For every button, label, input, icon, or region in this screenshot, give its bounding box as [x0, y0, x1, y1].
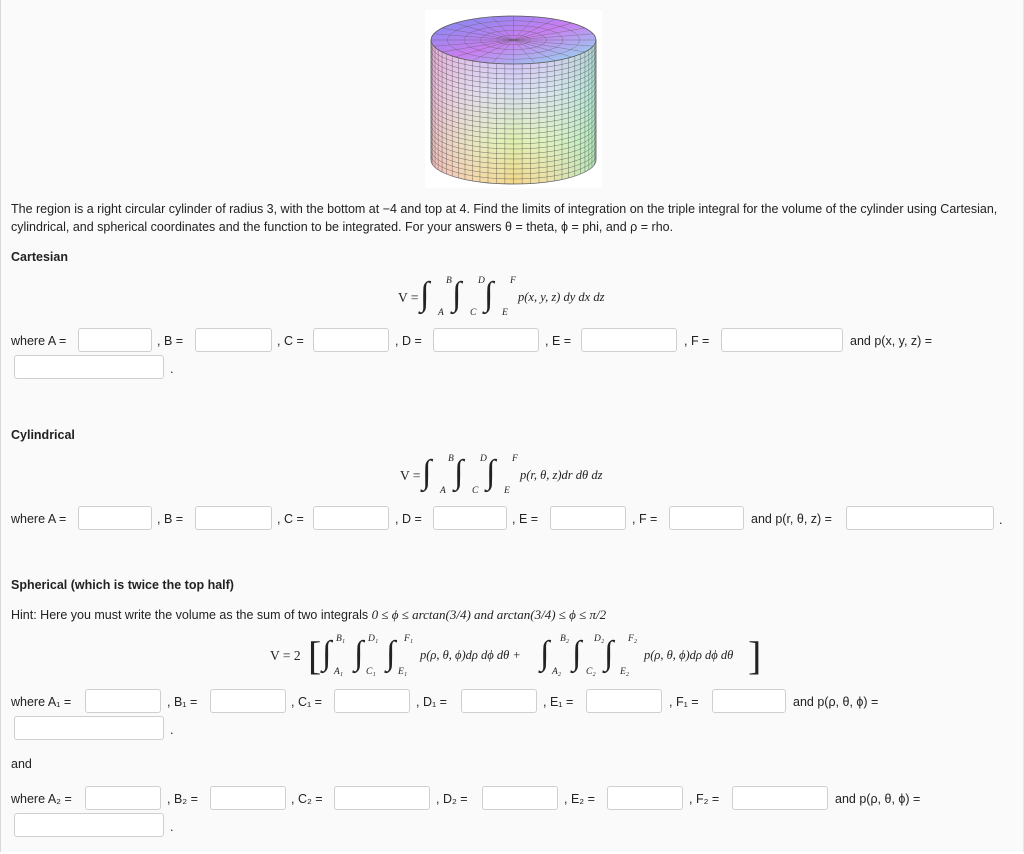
cylindrical-formula [400, 454, 640, 498]
label-A: where A = [11, 512, 67, 526]
label-E2: , E₂ = [564, 792, 595, 806]
label-A: where A = [11, 334, 67, 348]
label-B: , B = [157, 512, 184, 526]
lower-limit: A₂ [552, 667, 562, 677]
lower-limit: E₂ [620, 667, 630, 677]
upper-limit: D₂ [594, 634, 605, 644]
spherical-formula [270, 634, 770, 680]
cylindrical-D-input[interactable] [433, 506, 507, 530]
integrand: p(r, θ, z)dr dθ dz [520, 468, 603, 482]
integral-sign: ∫ [572, 635, 582, 672]
integral-sign: ∫ [354, 635, 364, 672]
spherical-F1-input[interactable] [712, 689, 786, 713]
upper-limit: B₁ [336, 634, 346, 644]
spherical-hint [11, 607, 606, 623]
label-F1: , F₁ = [669, 695, 699, 709]
upper-limit: F₂ [628, 634, 638, 644]
integral-sign: ∫ [484, 276, 494, 313]
label-D1: , D₁ = [416, 695, 447, 709]
label-B1: , B₁ = [167, 695, 198, 709]
label-C: , C = [277, 334, 304, 348]
integral-sign: ∫ [452, 276, 462, 313]
label-p: and p(x, y, z) = [850, 334, 933, 348]
right-bracket: ] [748, 633, 762, 678]
upper-limit: B [448, 454, 454, 464]
label-F: , F = [684, 334, 710, 348]
label-F: , F = [632, 512, 658, 526]
cartesian-A-input[interactable] [78, 328, 152, 352]
cylindrical-C-input[interactable] [313, 506, 389, 530]
spherical-heading: Spherical (which is twice the top half) [11, 578, 234, 592]
lower-limit: C [470, 308, 477, 318]
cartesian-F-input[interactable] [721, 328, 843, 352]
integral-sign: ∫ [386, 635, 396, 672]
upper-limit: D [480, 454, 487, 464]
label-p2: and p(ρ, θ, ϕ) = [835, 792, 921, 806]
label-E: , E = [545, 334, 572, 348]
period: . [170, 820, 174, 834]
label-B2: , B₂ = [167, 792, 198, 806]
cylindrical-p-input[interactable] [846, 506, 994, 530]
lower-limit: A [440, 486, 446, 496]
cartesian-B-input[interactable] [195, 328, 272, 352]
cylindrical-F-input[interactable] [669, 506, 744, 530]
spherical-E2-input[interactable] [607, 786, 683, 810]
lower-limit: C₂ [586, 667, 596, 677]
cartesian-C-input[interactable] [313, 328, 389, 352]
hint-text: Hint: Here you must write the volume as the sum of two integrals [11, 608, 372, 622]
label-C2: , C₂ = [291, 792, 323, 806]
period: . [170, 723, 174, 737]
hint-math: 0 ≤ ϕ ≤ arctan(3/4) and arctan(3/4) ≤ ϕ ≤ π/2 [371, 607, 607, 622]
label-C1: , C₁ = [291, 695, 322, 709]
spherical-B1-input[interactable] [210, 689, 286, 713]
lower-limit: A₁ [334, 667, 344, 677]
upper-limit: F [512, 454, 518, 464]
integrand-2: p(ρ, θ, ϕ)dρ dϕ dθ [644, 648, 734, 662]
integral-sign: ∫ [422, 454, 432, 491]
spherical-D1-input[interactable] [461, 689, 537, 713]
integral-sign: ∫ [604, 635, 614, 672]
spherical-A1-input[interactable] [85, 689, 161, 713]
lower-limit: E₁ [398, 667, 408, 677]
integral-sign: ∫ [322, 635, 332, 672]
formula-lhs: V = [398, 290, 419, 305]
label-C: , C = [277, 512, 304, 526]
label-F2: , F₂ = [689, 792, 720, 806]
cylindrical-E-input[interactable] [550, 506, 626, 530]
cylinder-figure [425, 10, 602, 188]
problem-statement: The region is a right circular cylinder of radius 3, with the bottom at −4 and top at 4. Find the limits of integration on the triple integral for the volume of the cylinder using Cartesian, cylindrical, and spherical coordinates and the function to be integrated. For your answers θ = theta, ϕ = phi, and ρ = rho. [11, 202, 998, 234]
integrand-1: p(ρ, θ, ϕ)dρ dϕ dθ + [420, 648, 521, 662]
cartesian-E-input[interactable] [581, 328, 677, 352]
label-B: , B = [157, 334, 184, 348]
cylindrical-heading: Cylindrical [11, 428, 75, 442]
label-p: and p(r, θ, z) = [751, 512, 832, 526]
formula-lhs: V = [400, 468, 421, 483]
period: . [170, 362, 174, 376]
label-D: , D = [395, 512, 422, 526]
lower-limit: C₁ [366, 667, 376, 677]
upper-limit: D [478, 276, 485, 286]
integral-sign: ∫ [540, 635, 550, 672]
spherical-E1-input[interactable] [586, 689, 662, 713]
upper-limit: B [446, 276, 452, 286]
label-p1: and p(ρ, θ, ϕ) = [793, 695, 879, 709]
cartesian-formula [398, 276, 658, 320]
integrand: p(x, y, z) dy dx dz [518, 290, 605, 304]
spherical-D2-input[interactable] [482, 786, 558, 810]
left-bracket: [ [308, 633, 322, 678]
label-E1: , E₁ = [543, 695, 574, 709]
formula-lhs: V = 2 [270, 648, 301, 663]
and-label: and [11, 757, 32, 771]
cartesian-p-input[interactable] [14, 355, 164, 379]
label-A1: where A₁ = [11, 695, 72, 709]
integral-sign: ∫ [454, 454, 464, 491]
upper-limit: D₁ [368, 634, 379, 644]
spherical-p2-input[interactable] [14, 813, 164, 837]
label-A2: where A₂ = [11, 792, 72, 806]
cylindrical-B-input[interactable] [195, 506, 272, 530]
integral-sign: ∫ [420, 276, 430, 313]
lower-limit: E [502, 308, 508, 318]
spherical-p1-input[interactable] [14, 716, 164, 740]
lower-limit: C [472, 486, 479, 496]
upper-limit: F [510, 276, 516, 286]
upper-limit: F₁ [404, 634, 414, 644]
spherical-B2-input[interactable] [210, 786, 286, 810]
cylindrical-A-input[interactable] [78, 506, 152, 530]
label-D2: , D₂ = [436, 792, 468, 806]
label-E: , E = [512, 512, 539, 526]
lower-limit: E [504, 486, 510, 496]
cartesian-heading: Cartesian [11, 250, 68, 264]
spherical-C2-input[interactable] [334, 786, 430, 810]
period: . [999, 513, 1003, 527]
lower-limit: A [438, 308, 444, 318]
label-D: , D = [395, 334, 422, 348]
spherical-C1-input[interactable] [334, 689, 410, 713]
upper-limit: B₂ [560, 634, 570, 644]
integral-sign: ∫ [486, 454, 496, 491]
spherical-A2-input[interactable] [85, 786, 161, 810]
spherical-F2-input[interactable] [732, 786, 828, 810]
cartesian-D-input[interactable] [433, 328, 539, 352]
